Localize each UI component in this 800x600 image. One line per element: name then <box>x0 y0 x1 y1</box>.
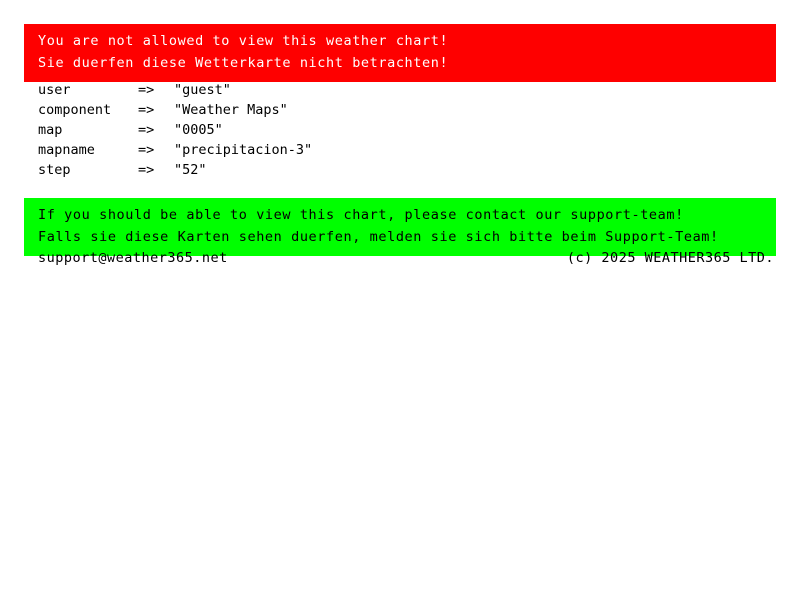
table-row <box>38 160 312 180</box>
param-key: mapname <box>38 142 95 158</box>
param-key: map <box>38 122 63 138</box>
param-value: "Weather Maps" <box>174 102 288 118</box>
support-banner-line-de: Falls sie diese Karten sehen duerfen, melden sie sich bitte beim Support-Team! <box>38 229 719 245</box>
param-arrow: => <box>138 82 155 98</box>
footer <box>38 250 774 266</box>
table-row <box>38 80 312 100</box>
error-banner-line-de: Sie duerfen diese Wetterkarte nicht betrachten! <box>38 55 449 71</box>
support-banner <box>24 198 776 256</box>
support-email-link[interactable]: support@weather365.net <box>38 250 228 266</box>
param-arrow: => <box>138 102 155 118</box>
param-value: "0005" <box>174 122 223 138</box>
request-parameters <box>38 80 312 180</box>
param-value: "guest" <box>174 82 231 98</box>
param-value: "precipitacion-3" <box>174 142 313 158</box>
param-key: user <box>38 82 71 98</box>
param-arrow: => <box>138 122 155 138</box>
table-row <box>38 120 312 140</box>
param-arrow: => <box>138 162 155 178</box>
support-banner-line-en: If you should be able to view this chart, please contact our support-team! <box>38 207 684 223</box>
error-banner-line-en: You are not allowed to view this weather chart! <box>38 33 449 49</box>
error-banner <box>24 24 776 82</box>
table-row <box>38 140 312 160</box>
param-key: component <box>38 102 112 118</box>
table-row <box>38 100 312 120</box>
param-arrow: => <box>138 142 155 158</box>
param-value: "52" <box>174 162 207 178</box>
copyright-text: (c) 2025 WEATHER365 LTD. <box>566 250 774 266</box>
param-key: step <box>38 162 71 178</box>
